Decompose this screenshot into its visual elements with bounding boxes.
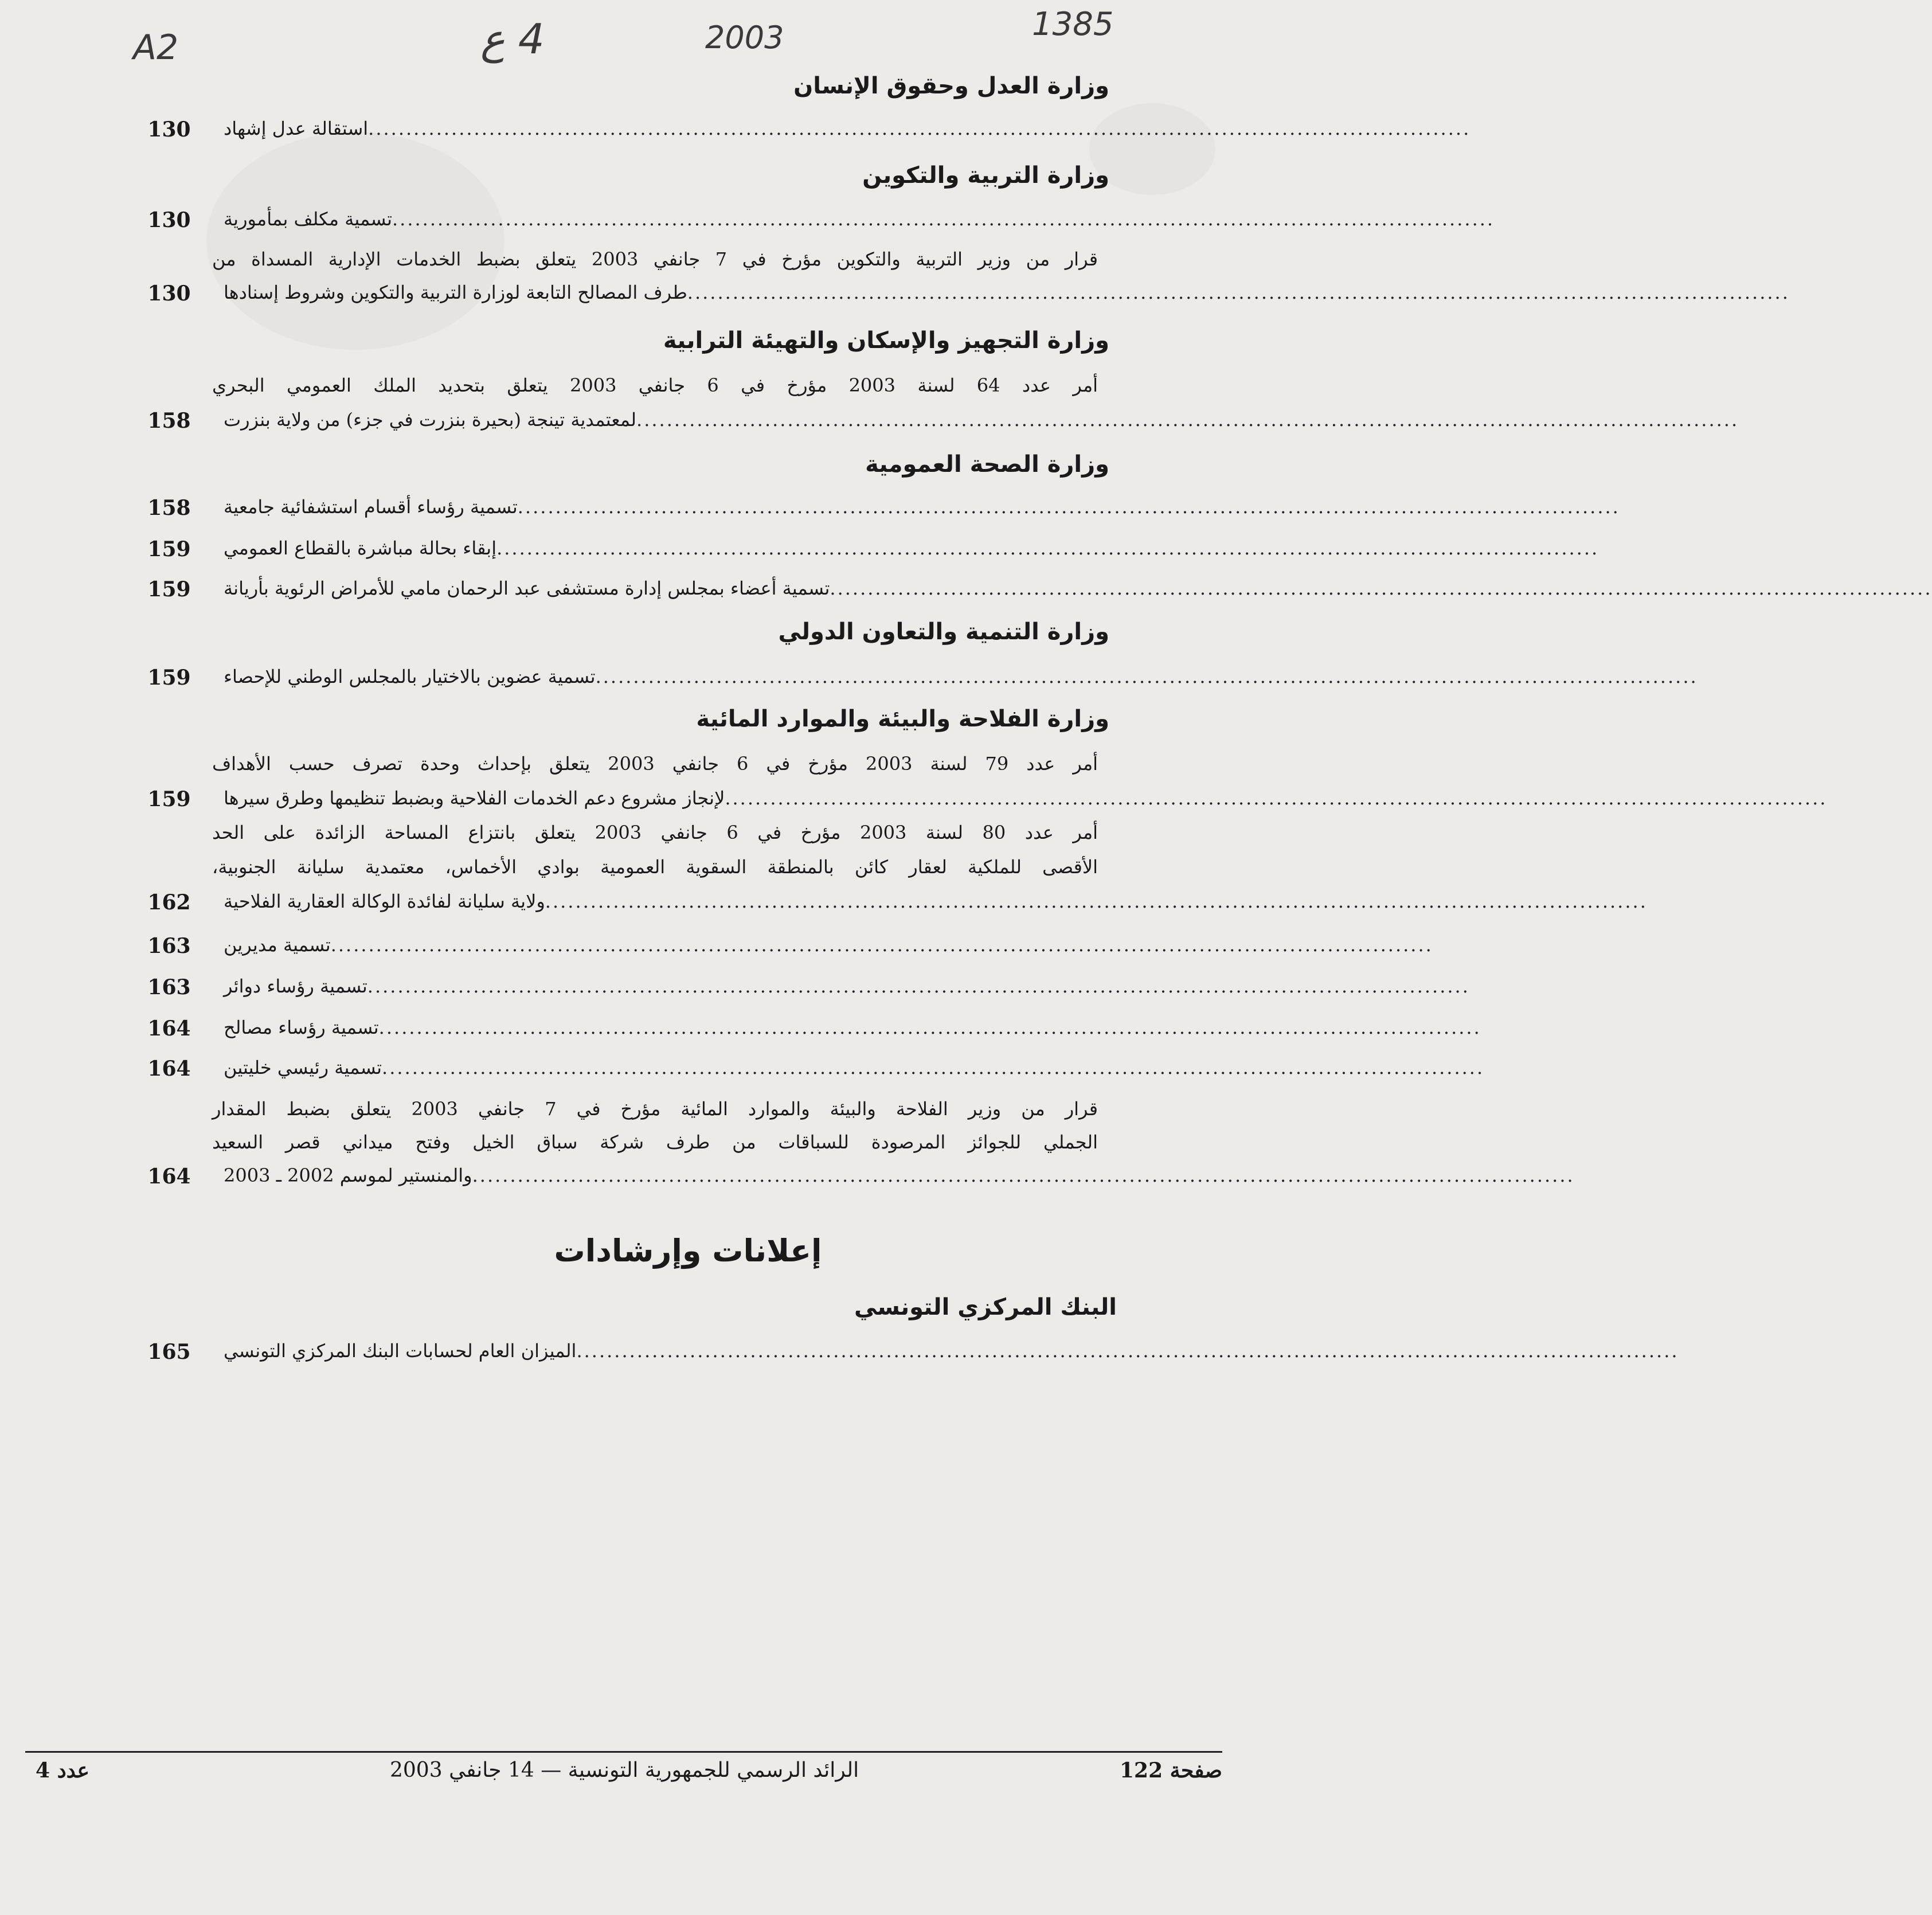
section-title-health: وزارة الصحة العمومية [865, 451, 1109, 478]
toc-line: قرار من وزير الفلاحة والبيئة والموارد المائية مؤرخ في 7 جانفي 2003 يتعلق بضبط المقدار [212, 1098, 1098, 1120]
toc-entry[interactable] [143, 118, 1471, 142]
toc-entry[interactable] [143, 537, 1599, 562]
toc-line: الميزان العام لحسابات البنك المركزي التونسي .................................................................................................................................................. [224, 1340, 1679, 1362]
toc-entry[interactable] [143, 208, 1495, 233]
toc-entry[interactable] [143, 934, 1433, 959]
toc-entry[interactable] [143, 1340, 1679, 1365]
toc-line: الأقصى للملكية لعقار كائن بالمنطقة السقوية العمومية بوادي الأخماس، معتمدية سليانة الجنوبية، [212, 856, 1098, 878]
page-number: 158 [147, 409, 191, 433]
handwritten-note-a2: A2 [133, 28, 179, 68]
page-number: 158 [147, 496, 191, 520]
toc-entry[interactable] [143, 374, 1739, 439]
handwritten-note-number: 1385 [1032, 6, 1114, 43]
handwritten-note-issue: 4 ع [480, 15, 545, 63]
toc-entry[interactable] [143, 753, 1828, 818]
toc-entry[interactable] [143, 1057, 1485, 1081]
footer-page-label: صفحة 122 [1119, 1758, 1222, 1783]
toc-line: استقالة عدل إشهاد .................................................................................................................................................. [224, 118, 1471, 139]
toc-line: تسمية رؤساء دوائر .................................................................................................................................................. [224, 975, 1470, 997]
announcements-heading: إعلانات وإرشادات [554, 1233, 822, 1269]
page-number: 130 [147, 118, 191, 142]
section-title-agriculture: وزارة الفلاحة والبيئة والموارد المائية [696, 706, 1109, 732]
page-number: 162 [147, 890, 191, 914]
toc-line: تسمية رئيسي خليتين .................................................................................................................................................. [224, 1057, 1485, 1078]
toc-entry[interactable] [143, 577, 1932, 602]
toc-line: تسمية أعضاء بمجلس إدارة مستشفى عبد الرحمان مامي للأمراض الرئوية بأريانة .................................................................................................................................................. [224, 577, 1932, 599]
scan-stain [206, 132, 504, 350]
toc-line: أمر عدد 64 لسنة 2003 مؤرخ في 6 جانفي 2003 يتعلق بتحديد الملك العمومي البحري [212, 374, 1098, 396]
toc-entry[interactable] [143, 1017, 1481, 1041]
toc-entry[interactable] [143, 496, 1620, 521]
toc-entry[interactable] [143, 975, 1470, 1000]
footer-issue: عدد 4 [36, 1758, 90, 1783]
handwritten-note-year: 2003 [705, 19, 784, 56]
toc-line: لمعتمدية تينجة (بحيرة بنزرت في جزء) من ولاية بنزرت .................................................................................................................................................. [224, 409, 1739, 431]
toc-line: أمر عدد 80 لسنة 2003 مؤرخ في 6 جانفي 2003 يتعلق بانتزاع المساحة الزائدة على الحد [212, 822, 1098, 843]
page-number: 164 [147, 1017, 191, 1041]
toc-line: تسمية عضوين بالاختيار بالمجلس الوطني للإحصاء .................................................................................................................................................. [224, 666, 1698, 687]
page-number: 163 [147, 975, 191, 999]
toc-line: أمر عدد 79 لسنة 2003 مؤرخ في 6 جانفي 2003 يتعلق بإحداث وحدة تصرف حسب الأهداف [212, 753, 1098, 775]
toc-line: والمنستير لموسم 2002 ـ 2003 .................................................................................................................................................. [224, 1164, 1575, 1186]
page-number: 159 [147, 577, 191, 601]
page-number: 130 [147, 208, 191, 232]
toc-line: إبقاء بحالة مباشرة بالقطاع العمومي .................................................................................................................................................. [224, 537, 1599, 559]
page-number: 164 [147, 1057, 191, 1081]
toc-line: تسمية مديرين .................................................................................................................................................. [224, 934, 1433, 956]
toc-entry[interactable] [143, 248, 1790, 313]
page-number: 130 [147, 282, 191, 306]
section-title-justice: وزارة العدل وحقوق الإنسان [793, 73, 1109, 99]
toc-line: تسمية رؤساء مصالح .................................................................................................................................................. [224, 1017, 1481, 1038]
footer-journal-title: الرائد الرسمي للجمهورية التونسية — 14 جانفي 2003 [390, 1758, 859, 1782]
toc-line: الجملي للجوائز المرصودة للسباقات من طرف شركة سباق الخيل وفتح ميداني قصر السعيد [212, 1131, 1098, 1153]
toc-entry[interactable] [143, 1098, 1575, 1197]
section-title-central-bank: البنك المركزي التونسي [854, 1294, 1117, 1320]
toc-line: ولاية سليانة لفائدة الوكالة العقارية الفلاحية .................................................................................................................................................. [224, 890, 1648, 912]
toc-line: لإنجاز مشروع دعم الخدمات الفلاحية وبضبط تنظيمها وطرق سيرها .................................................................................................................................................. [224, 787, 1828, 809]
toc-line: قرار من وزير التربية والتكوين مؤرخ في 7 جانفي 2003 يتعلق بضبط الخدمات الإدارية المسداة من [212, 248, 1098, 270]
page-number: 159 [147, 666, 191, 690]
footer-divider [25, 1751, 1222, 1753]
section-title-equipment: وزارة التجهيز والإسكان والتهيئة الترابية [663, 327, 1109, 354]
toc-entry[interactable] [143, 822, 1648, 921]
toc-line: تسمية رؤساء أقسام استشفائية جامعية .................................................................................................................................................. [224, 496, 1620, 518]
toc-line: تسمية مكلف بمأمورية .................................................................................................................................................. [224, 208, 1495, 230]
page-number: 159 [147, 537, 191, 561]
page-number: 164 [147, 1164, 191, 1189]
page-number: 163 [147, 934, 191, 958]
page-number: 165 [147, 1340, 191, 1364]
toc-line: طرف المصالح التابعة لوزارة التربية والتكوين وشروط إسنادها .................................................................................................................................................. [224, 282, 1790, 303]
section-title-development: وزارة التنمية والتعاون الدولي [778, 619, 1109, 645]
page-number: 159 [147, 787, 191, 811]
section-title-education: وزارة التربية والتكوين [862, 162, 1109, 189]
toc-entry[interactable] [143, 666, 1698, 690]
